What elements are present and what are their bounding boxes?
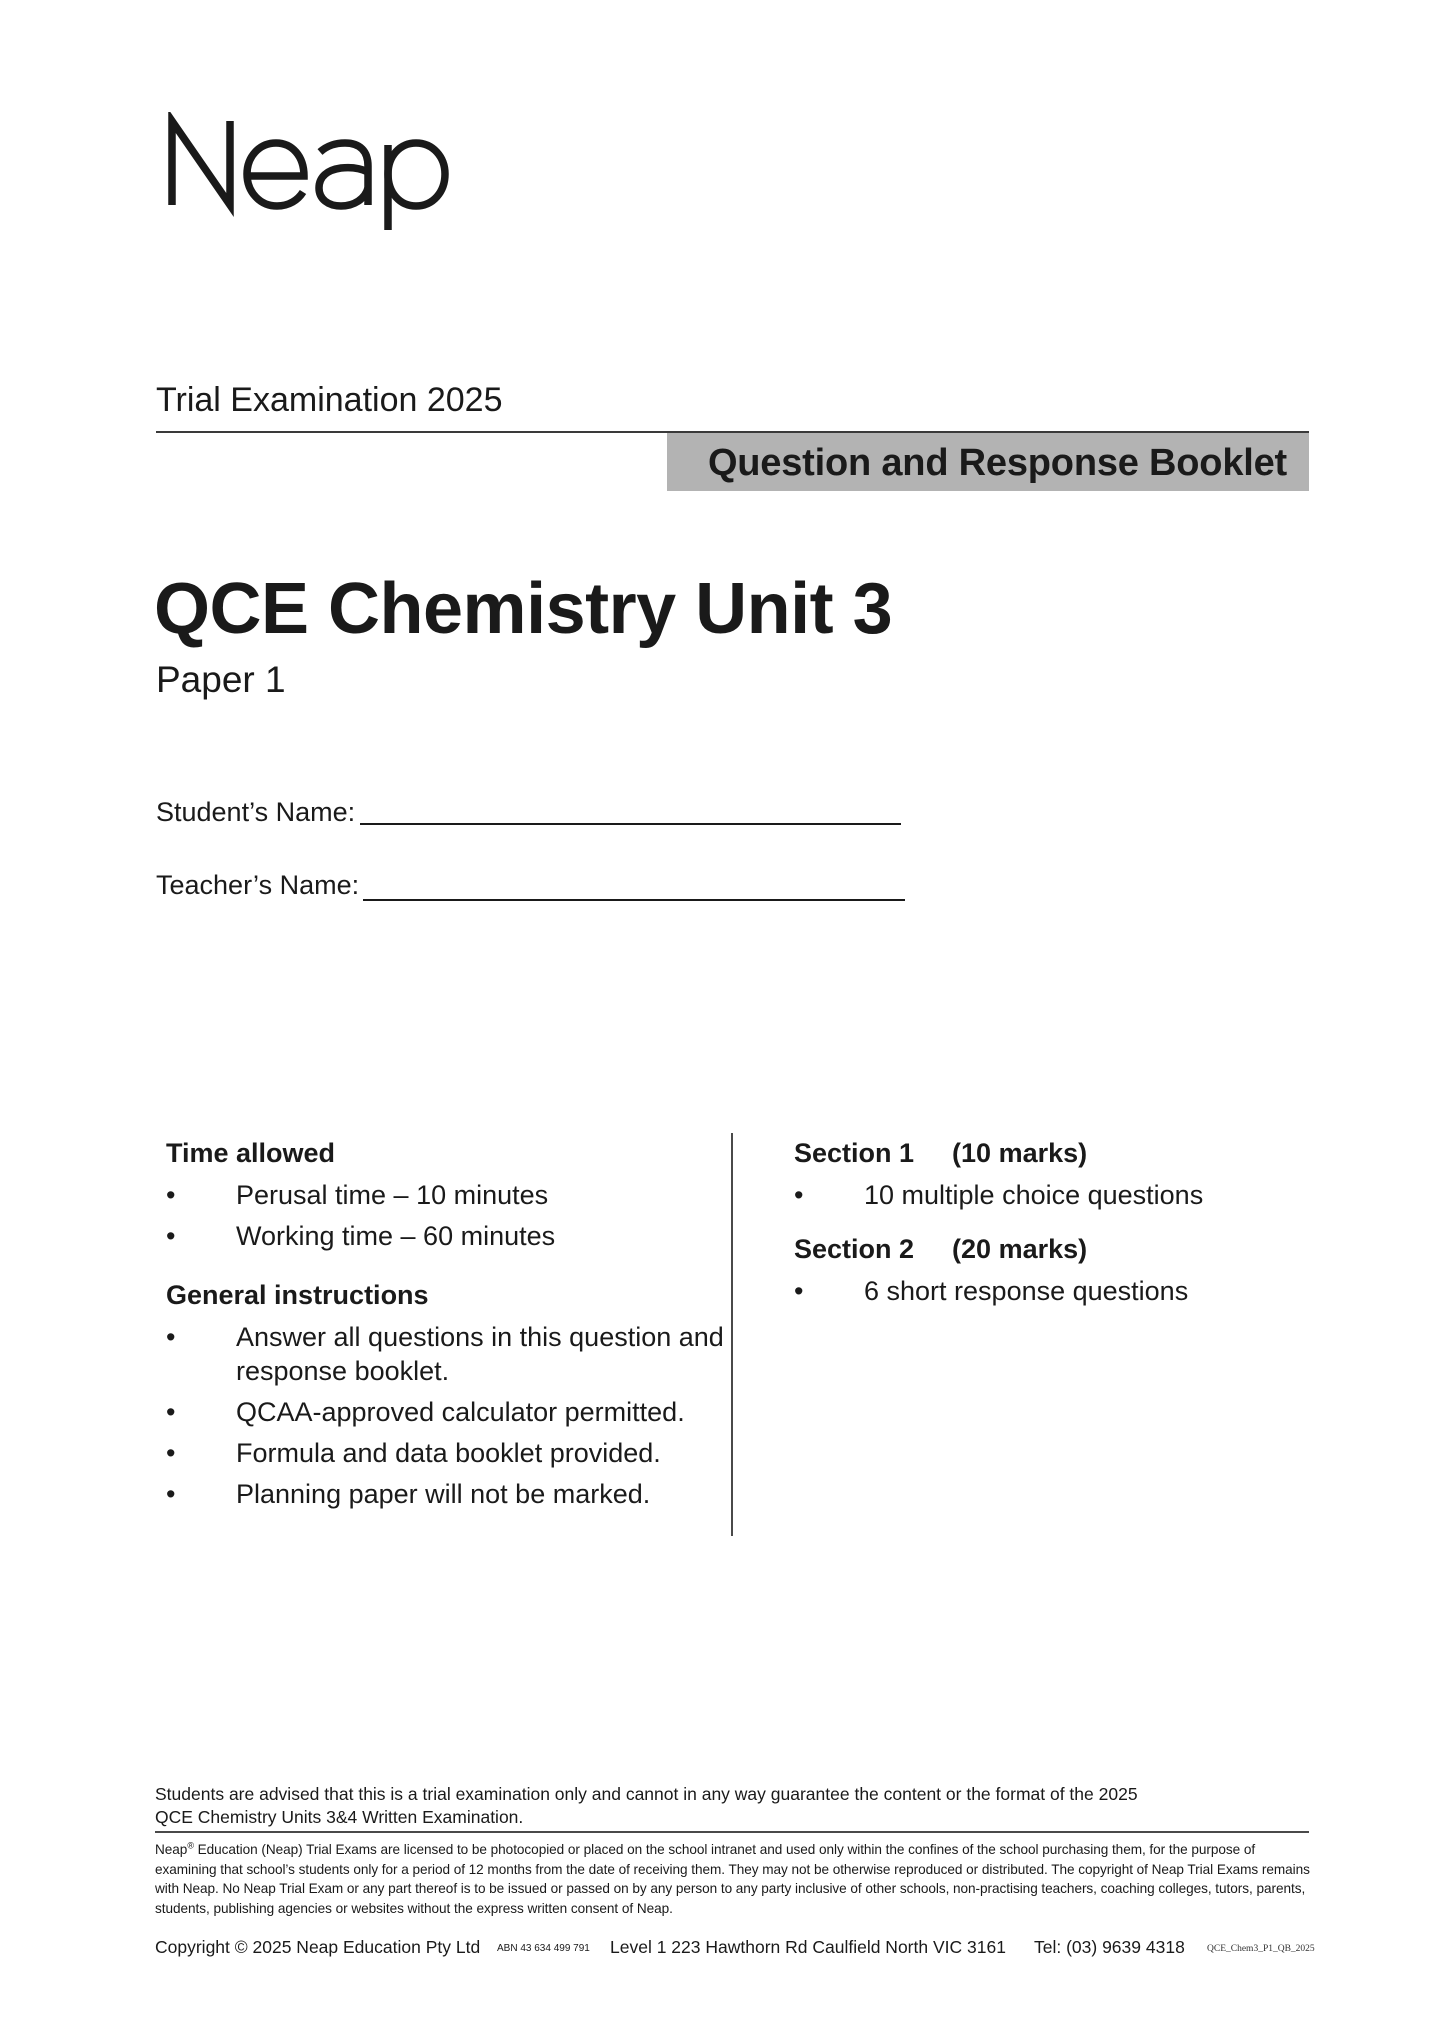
section-1-marks: (10 marks) [952, 1138, 1088, 1168]
copyright-row [155, 1935, 1315, 1959]
booklet-type-banner [667, 433, 1309, 491]
section-2-heading [794, 1231, 1294, 1267]
footer-divider [155, 1831, 1309, 1833]
section-1-list [794, 1178, 1294, 1212]
paper-subtitle: Paper 1 [156, 659, 286, 700]
teacher-name-field [156, 869, 359, 901]
disclaimer-line-1: Students are advised that this is a trial examination only and cannot in any way guarantee the content or the format of the 2025 [155, 1784, 1138, 1804]
bullet-icon: • [794, 1276, 804, 1306]
abn-text: ABN 43 634 499 791 [497, 1943, 590, 1954]
trial-disclaimer [155, 1783, 1310, 1829]
section-2-name: Section 2 [794, 1234, 915, 1264]
list-item [166, 1219, 726, 1253]
licence-brand: Neap [155, 1842, 188, 1857]
list-item [166, 1178, 726, 1212]
neap-logo-icon [162, 112, 452, 237]
bullet-icon: • [166, 1397, 176, 1427]
registered-trademark-icon: ® [187, 1840, 194, 1851]
list-item-text: 6 short response questions [864, 1276, 1189, 1306]
trial-examination-title: Trial Examination 2025 [156, 381, 503, 419]
list-item [166, 1320, 726, 1388]
list-item [166, 1395, 726, 1429]
section-1-name: Section 1 [794, 1138, 915, 1168]
bullet-icon: • [794, 1180, 804, 1210]
bullet-icon: • [166, 1479, 176, 1509]
booklet-type-label: Question and Response Booklet [707, 442, 1287, 484]
list-item [166, 1477, 726, 1511]
list-item [166, 1436, 726, 1470]
page-title: QCE Chemistry Unit 3 [154, 569, 893, 649]
section-2-list [794, 1274, 1294, 1308]
student-name-input[interactable] [360, 823, 901, 825]
list-item-text: QCAA-approved calculator permitted. [236, 1397, 685, 1427]
licence-notice [155, 1840, 1315, 1918]
copyright-text: Copyright © 2025 Neap Education Pty Ltd [155, 1937, 481, 1957]
instructions-right-column [794, 1135, 1294, 1308]
time-allowed-heading: Time allowed [166, 1138, 336, 1168]
list-item-text: 10 multiple choice questions [864, 1180, 1204, 1210]
bullet-icon: • [166, 1438, 176, 1468]
section-1-heading [794, 1135, 1294, 1171]
general-instructions-list [166, 1320, 726, 1511]
general-instructions-heading: General instructions [166, 1280, 429, 1310]
list-item [794, 1274, 1294, 1308]
address-text: Level 1 223 Hawthorn Rd Caulfield North VIC 3161 [610, 1937, 1006, 1957]
bullet-icon: • [166, 1221, 176, 1251]
list-item-text: Answer all questions in this question and response booklet. [236, 1322, 724, 1386]
document-code: QCE_Chem3_P1_QB_2025 [1207, 1944, 1315, 1954]
list-item-text: Planning paper will not be marked. [236, 1479, 651, 1509]
time-allowed-list [166, 1178, 726, 1253]
bullet-icon: • [166, 1322, 176, 1352]
teacher-name-label: Teacher’s Name: [156, 870, 360, 900]
list-item-text: Formula and data booklet provided. [236, 1438, 661, 1468]
licence-text: Education (Neap) Trial Exams are licensed to be photocopied or placed on the school intranet and used only within the confines of the school purchasing them, for the purpose of examining that school’s students only for a period of 12 months from the date of receiving them. They may not be otherwise reproduced or distributed. The copyright of Neap Trial Exams remains with Neap. No Neap Trial Exam or any part thereof is to be issued or passed on by any person to any party inclusive of other schools, non-practising teachers, coaching colleges, tutors, parents, students, publishing agencies or websites without the express written consent of Neap. [155, 1842, 1310, 1916]
spacer [794, 1212, 1294, 1231]
teacher-name-input[interactable] [363, 899, 905, 901]
list-item-text: Perusal time – 10 minutes [236, 1180, 549, 1210]
bullet-icon: • [166, 1180, 176, 1210]
column-divider [731, 1133, 733, 1536]
list-item [794, 1178, 1294, 1212]
section-2-marks: (20 marks) [952, 1234, 1088, 1264]
list-item-text: Working time – 60 minutes [236, 1221, 556, 1251]
disclaimer-line-2: QCE Chemistry Units 3&4 Written Examination. [155, 1807, 524, 1827]
instructions-left-column [166, 1135, 726, 1511]
telephone-text: Tel: (03) 9639 4318 [1034, 1937, 1185, 1957]
student-name-label: Student’s Name: [156, 797, 356, 827]
spacer [166, 1253, 726, 1277]
student-name-field [156, 796, 355, 828]
